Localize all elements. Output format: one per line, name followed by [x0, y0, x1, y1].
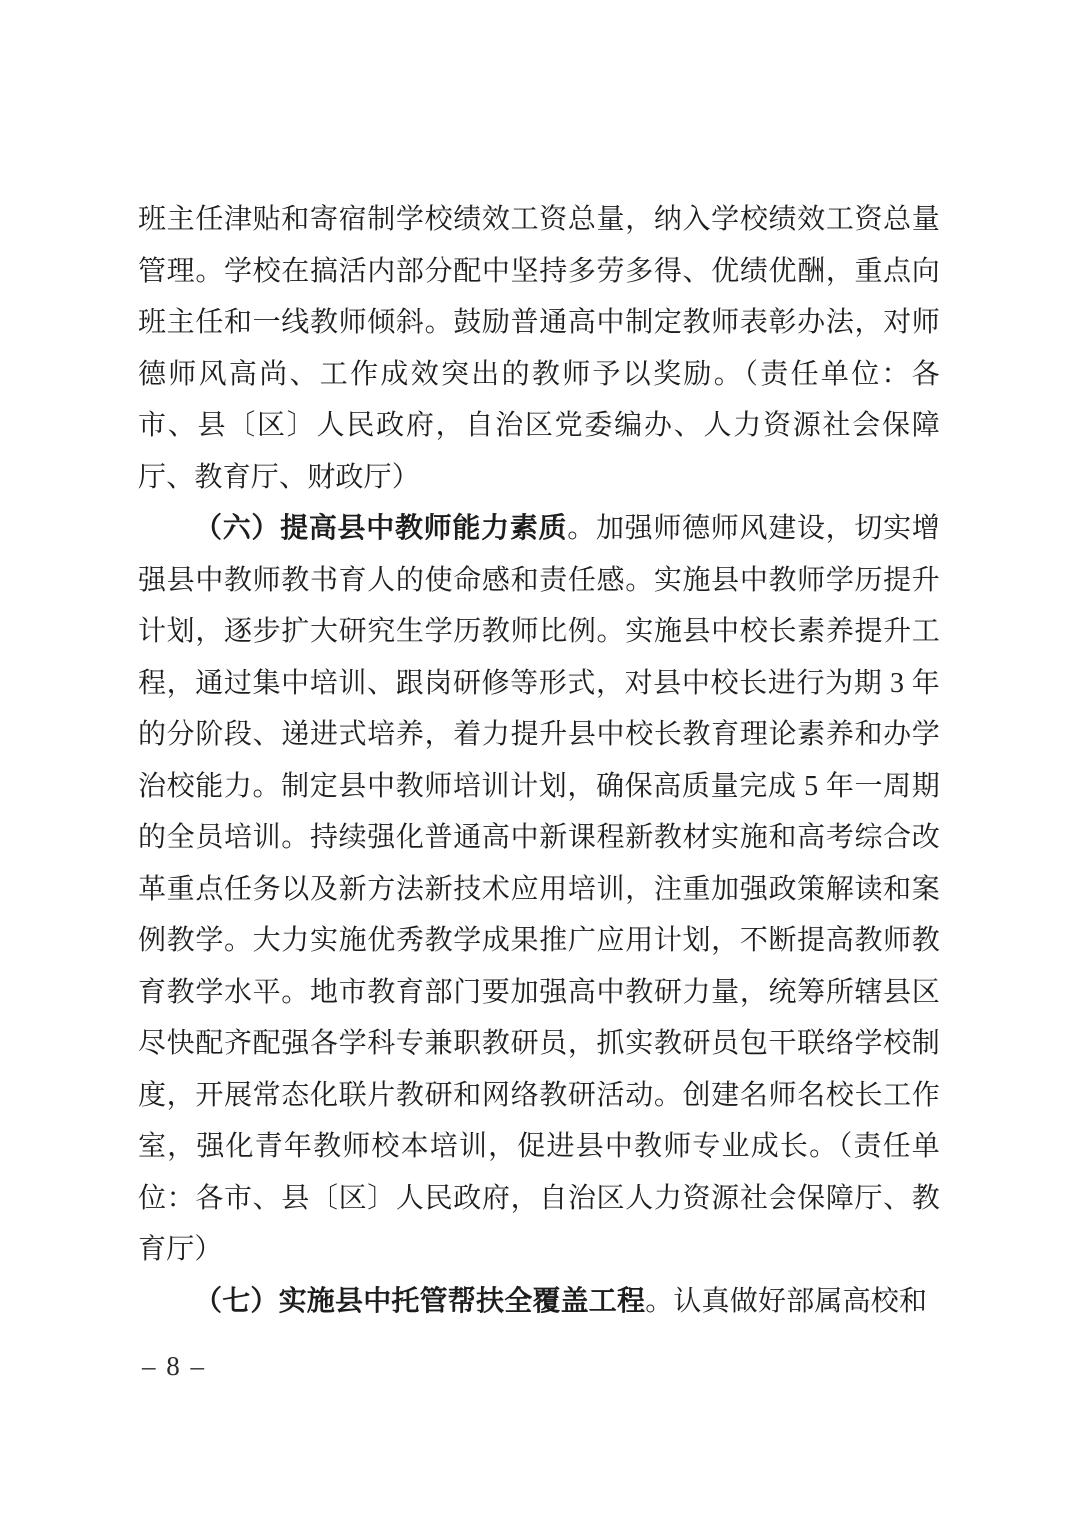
paragraph — [138, 503, 940, 1276]
page-number: – 8 – — [142, 1351, 206, 1381]
paragraph-text: 。加强师德师风建设，切实增强县中教师教书育人的使命感和责任感。实施县中教师学历提升计划，逐步扩大研究生学历教师比例。实施县中校长素养提升工程，通过集中培训、跟岗研修等形式，对县中校长进行为期 3 年的分阶段、递进式培养，着力提升县中校长教育理论素养和办学治校能力。制定县中教师培训计划，确保高质量完成 5 年一周期的全员培训。持续强化普通高中新课程新教材实施和高考综合改革重点任务以及新方法新技术应用培训，注重加强政策解读和案例教学。大力实施优秀教学成果推广应用计划，不断提高教师教育教学水平。地市教育部门要加强高中教研力量，统筹所辖县区尽快配齐配强各学科专兼职教研员，抓实教研员包干联络学校制度，开展常态化联片教研和网络教研活动。创建名师名校长工作室，强化青年教师校本培训，促进县中教师专业成长。（责任单位：各市、县〔区〕人民政府，自治区人力资源社会保障厅、教育厅） — [138, 513, 940, 1265]
paragraph — [138, 1276, 940, 1328]
document-text-body — [138, 194, 940, 1327]
paragraph-text: 班主任津贴和寄宿制学校绩效工资总量，纳入学校绩效工资总量管理。学校在搞活内部分配中坚持多劳多得、优绩优酬，重点向班主任和一线教师倾斜。鼓励普通高中制定教师表彰办法，对师德师风高尚、工作成效突出的教师予以奖励。（责任单位：各市、县〔区〕人民政府，自治区党委编办、人力资源社会保障厅、教育厅、财政厅） — [138, 204, 940, 493]
paragraph-heading: （六）提高县中教师能力素质 — [194, 513, 568, 544]
paragraph-heading: （七）实施县中托管帮扶全覆盖工程 — [194, 1285, 646, 1317]
paragraph-text: 。认真做好部属高校和 — [645, 1285, 928, 1317]
paragraph — [138, 194, 940, 503]
